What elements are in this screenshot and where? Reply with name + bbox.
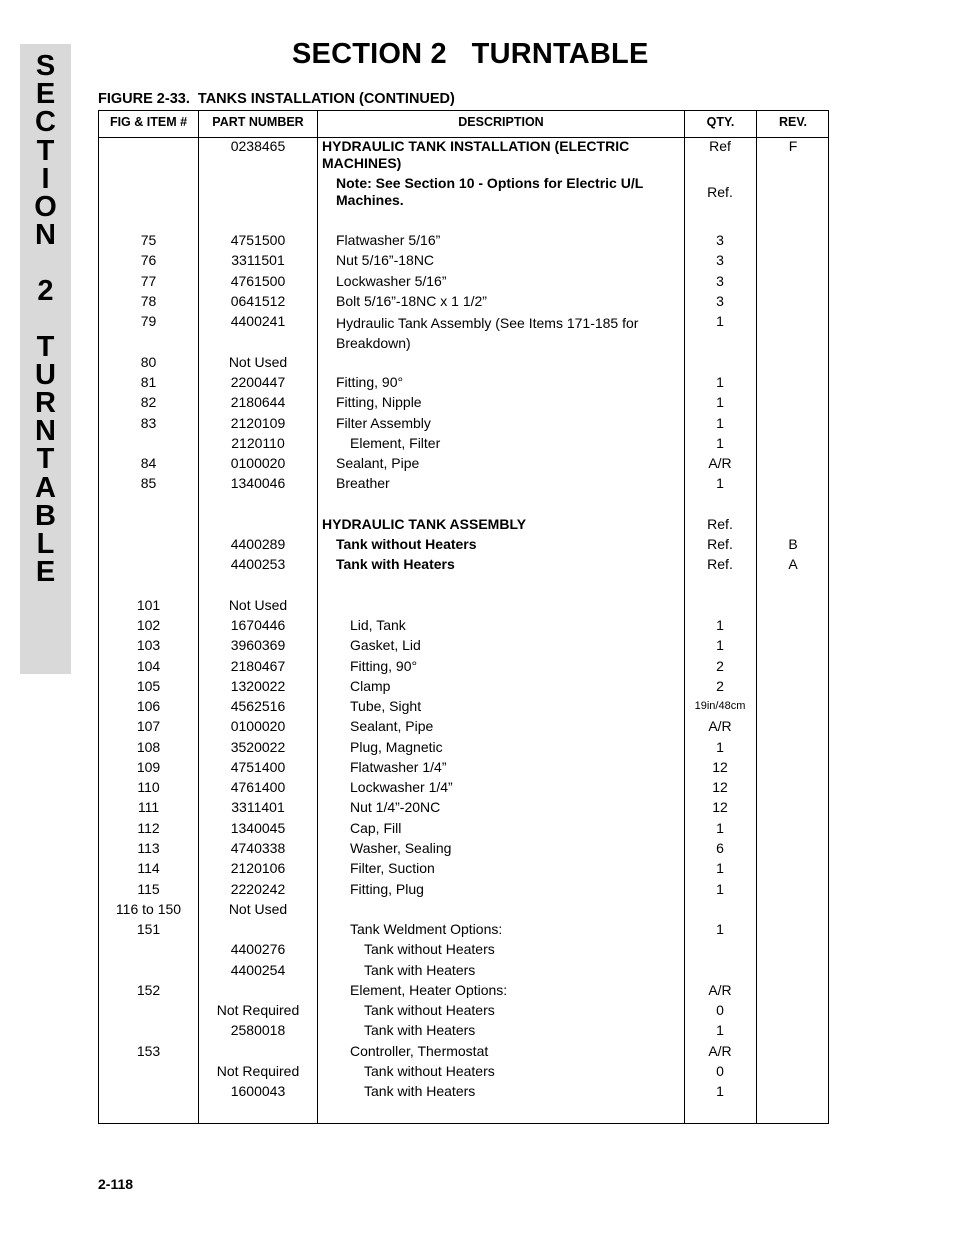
description-cell: Tank without Heaters [364, 1002, 495, 1018]
qty-cell: A/R [708, 982, 732, 998]
section-tab-letter: B [35, 500, 56, 532]
fig-item-cell: 81 [140, 374, 157, 390]
qty-cell: 1 [716, 475, 724, 491]
part-number-cell: 1340045 [230, 820, 286, 836]
qty-cell: 3 [716, 293, 724, 309]
qty-cell: 19in/48cm [694, 700, 746, 712]
description-cell: Tank with Heaters [364, 1083, 476, 1099]
qty-cell: 1 [716, 313, 724, 329]
column-header-description: DESCRIPTION [458, 115, 544, 129]
qty-cell: 2 [716, 678, 724, 694]
part-number-cell: Not Required [216, 1063, 300, 1079]
part-number-cell: Not Used [228, 901, 288, 917]
qty-cell: 3 [716, 232, 724, 248]
description-cell: Gasket, Lid [350, 637, 421, 653]
description-cell: Tank with Heaters [364, 962, 476, 978]
part-number-cell: 4400253 [230, 556, 286, 572]
section-tab-letter: A [35, 472, 56, 504]
description-cell: Fitting, Nipple [336, 394, 422, 410]
qty-cell: A/R [708, 718, 732, 734]
fig-item-cell: 101 [136, 597, 161, 613]
description-cell: Flatwasher 1/4” [350, 759, 447, 775]
description-cell: Cap, Fill [350, 820, 402, 836]
column-divider [317, 110, 318, 1124]
part-number-cell: 2120109 [230, 415, 286, 431]
column-divider [756, 110, 757, 1124]
part-number-cell: 1670446 [230, 617, 286, 633]
figure-title: FIGURE 2-33. TANKS INSTALLATION (CONTINUED) [98, 91, 455, 107]
description-cell: Filter, Suction [350, 860, 435, 876]
rev-cell: B [788, 536, 798, 552]
qty-cell: 3 [716, 252, 724, 268]
fig-item-cell: 105 [136, 678, 161, 694]
description-cell: Flatwasher 5/16” [336, 232, 441, 248]
section-tab-letter: E [35, 556, 56, 588]
qty-cell: 1 [716, 617, 724, 633]
description-cell: Sealant, Pipe [336, 455, 420, 471]
qty-cell: 12 [712, 799, 728, 815]
description-cell: Filter Assembly [336, 415, 431, 431]
qty-cell: 0 [716, 1063, 724, 1079]
description-cell: Washer, Sealing [350, 840, 452, 856]
qty-cell: A/R [708, 1043, 732, 1059]
section-tab-letter: N [35, 219, 56, 251]
fig-item-cell: 78 [140, 293, 157, 309]
description-cell: Breather [336, 475, 390, 491]
qty-cell: 0 [716, 1002, 724, 1018]
description-cell: Plug, Magnetic [350, 739, 443, 755]
part-number-cell: 4400276 [230, 941, 286, 957]
part-number-cell: 4400289 [230, 536, 286, 552]
column-header-part-number: PART NUMBER [212, 115, 304, 129]
part-number-cell: 0100020 [230, 455, 286, 471]
fig-item-cell: 111 [137, 799, 160, 815]
fig-item-cell: 104 [136, 658, 161, 674]
fig-item-cell: 108 [136, 739, 161, 755]
qty-cell: 1 [716, 374, 724, 390]
fig-item-cell: 103 [136, 637, 161, 653]
qty-cell: 1 [716, 860, 724, 876]
fig-item-cell: 114 [137, 860, 160, 876]
section-tab-letter: S [35, 50, 56, 82]
description-cell: Nut 5/16”-18NC [336, 252, 435, 268]
fig-item-cell: 85 [140, 475, 157, 491]
section-tab-letter: 2 [37, 275, 54, 307]
qty-cell: 12 [712, 759, 728, 775]
description-cell: Tank with Heaters [336, 556, 455, 572]
description-cell: Tank without Heaters [336, 536, 477, 552]
description-cell: Lockwasher 5/16” [336, 273, 447, 289]
section-tab-letter: L [36, 528, 55, 560]
part-number-cell: 2120110 [231, 435, 285, 451]
fig-item-cell: 116 to 150 [115, 901, 182, 917]
qty-cell: Ref. [707, 536, 733, 552]
description-cell: Element, Heater Options: [350, 982, 508, 998]
part-number-cell: 4751400 [230, 759, 286, 775]
description-cell: Tank without Heaters [364, 941, 495, 957]
qty-cell: 2 [716, 658, 724, 674]
qty-cell: 1 [716, 1083, 724, 1099]
fig-item-cell: 113 [137, 840, 160, 856]
fig-item-cell: 109 [136, 759, 161, 775]
description-cell: Bolt 5/16”-18NC x 1 1/2” [336, 293, 487, 309]
section-tab-letter: N [35, 415, 56, 447]
qty-cell: 1 [716, 881, 724, 897]
qty-cell: 1 [716, 1022, 724, 1038]
qty-cell: 1 [716, 415, 724, 431]
part-number-cell: 2580018 [230, 1022, 286, 1038]
part-number-cell: 4761400 [230, 779, 286, 795]
fig-item-cell: 76 [140, 252, 157, 268]
qty-cell: Ref. [707, 516, 733, 532]
section-tab-letter: O [34, 191, 57, 223]
qty-cell: Ref. [707, 556, 733, 572]
fig-item-cell: 115 [137, 881, 160, 897]
qty-cell: 3 [716, 273, 724, 289]
fig-item-cell: 106 [136, 698, 161, 714]
section-tab-letter: T [36, 135, 55, 167]
part-number-cell: 2180467 [230, 658, 286, 674]
fig-item-cell: 84 [140, 455, 157, 471]
fig-item-cell: 75 [140, 232, 157, 248]
qty-cell: 1 [716, 435, 724, 451]
section-tab-letter: I [41, 163, 50, 195]
description-cell: Clamp [350, 678, 391, 694]
description-cell: Tank Weldment Options: [350, 921, 503, 937]
part-number-cell: 2220242 [230, 881, 286, 897]
section-tab-letter: T [36, 331, 55, 363]
section-tab-letter: C [35, 106, 56, 138]
part-number-cell: 4740338 [230, 840, 286, 856]
description-cell: Tank with Heaters [364, 1022, 476, 1038]
part-number-cell: 3520022 [230, 739, 286, 755]
part-number-cell: 4400241 [230, 313, 286, 329]
part-number-cell: 2180644 [230, 394, 286, 410]
qty-cell: A/R [708, 455, 732, 471]
fig-item-cell: 79 [140, 313, 157, 329]
part-number-cell: 2200447 [230, 374, 286, 390]
qty-cell: 1 [716, 739, 724, 755]
section-tab-letter: U [35, 359, 56, 391]
fig-item-cell: 110 [137, 779, 160, 795]
part-number-cell: 1320022 [230, 678, 286, 694]
fig-item-cell: 152 [136, 982, 161, 998]
description-cell: Fitting, 90° [336, 374, 404, 390]
part-number-cell: 4562516 [230, 698, 286, 714]
qty-cell: 6 [716, 840, 724, 856]
fig-item-cell: 77 [140, 273, 157, 289]
qty-cell: 1 [716, 921, 724, 937]
section-tab-letter: R [35, 387, 56, 419]
column-header-fig-item: FIG & ITEM # [109, 115, 188, 129]
fig-item-cell: 82 [140, 394, 157, 410]
part-number-cell: 2120106 [230, 860, 286, 876]
description-cell: Nut 1/4”-20NC [350, 799, 441, 815]
qty-cell: 1 [716, 820, 724, 836]
part-number-cell: 0100020 [230, 718, 286, 734]
part-number-cell: 3311401 [231, 799, 285, 815]
description-cell: Note: See Section 10 - Options for Electric U/L Machines. [336, 175, 644, 208]
part-number-cell: Not Used [228, 597, 288, 613]
qty-cell: Ref [709, 138, 731, 154]
section-tab [20, 44, 71, 674]
description-cell: Hydraulic Tank Assembly (See Items 171-185 for Breakdown) [336, 315, 639, 351]
section-tab-letter: T [36, 443, 55, 475]
fig-item-cell: 112 [137, 820, 160, 836]
fig-item-cell: 102 [136, 617, 161, 633]
description-cell: HYDRAULIC TANK ASSEMBLY [322, 516, 527, 532]
part-number-cell: 1600043 [230, 1083, 286, 1099]
description-cell: Tube, Sight [350, 698, 422, 714]
column-header-rev: REV. [778, 115, 808, 129]
fig-item-cell: 151 [136, 921, 161, 937]
page-number: 2-118 [98, 1176, 134, 1192]
description-cell: HYDRAULIC TANK INSTALLATION (ELECTRIC MACHINES) [322, 138, 630, 171]
column-header-qty: QTY. [706, 115, 735, 129]
rev-cell: A [788, 556, 798, 572]
part-number-cell: 0641512 [230, 293, 286, 309]
qty-cell: 12 [712, 779, 728, 795]
rev-cell: F [788, 138, 798, 154]
section-title: SECTION 2 TURNTABLE [292, 38, 649, 70]
description-cell: Element, Filter [350, 435, 441, 451]
qty-cell: 1 [716, 637, 724, 653]
fig-item-cell: 80 [140, 354, 157, 370]
part-number-cell: 4761500 [230, 273, 286, 289]
description-cell: Fitting, 90° [350, 658, 418, 674]
part-number-cell: Not Required [216, 1002, 300, 1018]
description-cell: Lockwasher 1/4” [350, 779, 453, 795]
description-cell: Tank without Heaters [364, 1063, 495, 1079]
part-number-cell: 1340046 [230, 475, 286, 491]
part-number-cell: 3960369 [230, 637, 286, 653]
part-number-cell: 4751500 [230, 232, 286, 248]
description-cell: Fitting, Plug [350, 881, 424, 897]
fig-item-cell: 107 [136, 718, 161, 734]
qty-cell: Ref. [707, 184, 733, 200]
part-number-cell: Not Used [228, 354, 288, 370]
fig-item-cell: 153 [136, 1043, 161, 1059]
qty-cell: 1 [716, 394, 724, 410]
part-number-cell: 0238465 [230, 138, 286, 154]
part-number-cell: 4400254 [230, 962, 286, 978]
fig-item-cell: 83 [140, 415, 157, 431]
section-tab-letter: E [35, 78, 56, 110]
description-cell: Lid, Tank [350, 617, 406, 633]
description-cell: Controller, Thermostat [350, 1043, 489, 1059]
description-cell: Sealant, Pipe [350, 718, 434, 734]
part-number-cell: 3311501 [231, 252, 285, 268]
